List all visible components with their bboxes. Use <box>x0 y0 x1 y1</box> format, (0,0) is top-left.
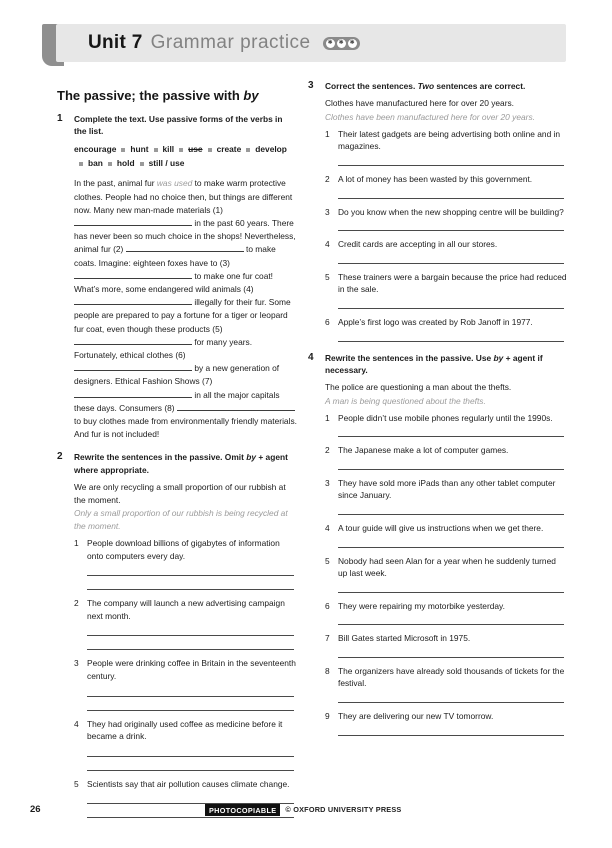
answer-line <box>87 568 294 576</box>
page-number: 26 <box>30 804 41 815</box>
exercise-item <box>74 597 297 650</box>
instruction-italic: Two <box>417 81 435 91</box>
page-footer <box>30 804 566 816</box>
instruction-text: sentences are correct. <box>434 81 526 91</box>
exercise-number: 2 <box>57 451 63 463</box>
answer-line <box>338 728 564 736</box>
item-sentence: A tour guide will give us instructions when we get there. <box>338 522 544 533</box>
blank-number: (8) <box>164 402 177 413</box>
left-column <box>57 88 297 828</box>
wordlist-word: use <box>188 144 203 155</box>
answer-line <box>338 617 564 625</box>
instruction-text: + agent where appropriate. <box>74 452 288 475</box>
exercise-item <box>325 271 567 309</box>
blank-number: (6) <box>175 350 186 361</box>
item-number: 6 <box>325 600 330 611</box>
answer-line <box>87 628 294 636</box>
answer-line <box>338 429 564 437</box>
exercise-item <box>325 710 567 736</box>
exercise-item <box>325 316 567 342</box>
answer-line <box>338 650 564 658</box>
item-sentence: Scientists say that air pollution causes climate change. <box>87 778 290 789</box>
right-column <box>308 80 567 828</box>
difficulty-stars-badge <box>323 37 360 50</box>
answer-line <box>338 695 564 703</box>
separator-square-icon <box>121 148 125 152</box>
item-sentence: The Japanese make a lot of computer games. <box>338 445 509 456</box>
exercise-4 <box>308 352 567 736</box>
blank-number: (4) <box>243 284 254 295</box>
section-title-text: The passive; the passive with <box>57 88 244 103</box>
photocopiable-badge: PHOTOCOPIABLE <box>205 804 280 816</box>
blank-number: (5) <box>212 323 223 334</box>
exercise-item <box>325 632 567 658</box>
separator-square-icon <box>79 162 83 166</box>
fill-in-blank <box>74 337 192 345</box>
wordlist-word: hold <box>116 158 135 169</box>
section-title-italic: by <box>243 88 259 103</box>
example-answer: Only a small proportion of our rubbish is being recycled at the moment. <box>74 508 288 532</box>
exercise-item <box>325 412 567 438</box>
item-sentence: The company will launch a new advertising campaign next month. <box>87 598 285 621</box>
example-sentence: We are only recycling a small proportion of our rubbish at the moment. <box>74 481 286 505</box>
separator-square-icon <box>140 162 144 166</box>
item-sentence: They have sold more iPads than any other tablet computer since January. <box>338 477 556 501</box>
exercise-number: 1 <box>57 113 63 124</box>
item-sentence: Apple’s first logo was created by Rob Janoff in 1977. <box>338 316 533 327</box>
exercise-item <box>74 657 297 710</box>
answer-line <box>338 158 564 166</box>
answer-line <box>87 642 294 650</box>
item-number: 2 <box>325 173 330 184</box>
instruction-text: Correct the sentences. <box>325 81 418 91</box>
blank-number: (7) <box>202 376 213 387</box>
fill-in-blank <box>74 363 192 371</box>
item-number: 4 <box>74 718 79 729</box>
star-icon: ✱ <box>338 39 344 46</box>
wordlist-word: encourage <box>74 144 117 155</box>
item-number: 2 <box>325 445 330 456</box>
exercise-item <box>325 522 567 548</box>
fill-in-blank <box>126 244 244 252</box>
example-sentence: The police are questioning a man about the thefts. <box>325 381 512 392</box>
item-sentence: They had originally used coffee as medicine before it became a drink. <box>87 718 283 742</box>
wordlist-word: develop <box>255 144 287 155</box>
instruction-text: Rewrite the sentences in the passive. Omit <box>74 452 247 463</box>
item-number: 8 <box>325 665 330 676</box>
item-number: 9 <box>325 711 330 722</box>
separator-square-icon <box>208 148 212 152</box>
item-number: 3 <box>325 206 330 217</box>
item-number: 1 <box>325 128 330 139</box>
header-banner <box>56 24 566 62</box>
item-sentence: A lot of money has been wasted by this government. <box>338 173 533 184</box>
item-number: 5 <box>74 778 79 789</box>
item-number: 4 <box>325 522 330 533</box>
item-number: 7 <box>325 633 330 644</box>
item-sentence: Bill Gates started Microsoft in 1975. <box>338 633 471 644</box>
exercise-item <box>325 206 567 232</box>
item-sentence: The organizers have already sold thousands of tickets for the festival. <box>338 665 565 689</box>
unit-header <box>42 22 566 66</box>
exercise-item <box>325 555 567 593</box>
answer-line <box>338 223 564 231</box>
answer-line <box>338 256 564 264</box>
star-icon: ✱ <box>349 39 355 46</box>
wordlist-word: create <box>216 144 242 155</box>
separator-square-icon <box>246 148 250 152</box>
answer-line <box>87 582 294 590</box>
item-number: 5 <box>325 271 330 282</box>
answer-line <box>338 462 564 470</box>
blank-number: (3) <box>219 257 230 268</box>
item-number: 2 <box>74 598 79 609</box>
wordlist-word: still / use <box>148 158 185 169</box>
item-sentence: Their latest gadgets are being advertising both online and in magazines. <box>338 128 561 152</box>
separator-square-icon <box>179 148 183 152</box>
exercise-item <box>325 477 567 515</box>
content-area <box>57 80 567 828</box>
section-title <box>57 88 297 103</box>
exercise-item <box>325 238 567 264</box>
item-sentence: These trainers were a bargain because the price had reduced in the sale. <box>338 271 567 295</box>
exercise-number: 3 <box>308 80 314 91</box>
exercise-item <box>325 128 567 166</box>
item-number: 6 <box>325 316 330 327</box>
answer-line <box>338 191 564 199</box>
exercise-instructions: Complete the text. Use passive forms of the verbs in the list. <box>74 114 283 137</box>
exercise-items <box>325 412 567 736</box>
fill-in-blank <box>74 390 192 398</box>
answer-line <box>87 703 294 711</box>
unit-label: Unit 7 <box>88 32 143 53</box>
exercise-number: 4 <box>308 351 314 363</box>
item-sentence: Nobody had seen Alan for a year when he suddenly turned up last week. <box>338 555 556 579</box>
example-answer: Clothes have been manufactured here for over 20 years. <box>325 112 535 122</box>
wordlist-word: kill <box>162 144 175 155</box>
instruction-italic: by <box>246 452 256 463</box>
item-sentence: Credit cards are accepting in all our stores. <box>338 239 498 250</box>
answer-line <box>338 301 564 309</box>
exercise-instructions <box>325 80 525 92</box>
fill-in-blank <box>74 218 192 226</box>
exercise-items <box>74 537 297 818</box>
exercise-item <box>325 173 567 199</box>
exercise-item <box>325 665 567 703</box>
instruction-text: Rewrite the sentences in the passive. Use <box>325 352 494 363</box>
instruction-italic: by <box>493 352 504 363</box>
item-number: 5 <box>325 555 330 566</box>
fill-in-blank <box>177 403 295 411</box>
blank-number: (2) <box>113 244 126 255</box>
gap-fill-passage: In the past, animal fur was used to make warm protective clothes. People had no choice then, but things are different now. Many new man-made materials (1) in the past 60 years. There has never been so much choice in the shops! Nevertheless, animal fur (2) to make coats. Imagine: eighteen foxes have to (3) to make one fur coat! What’s more, some endangered wild animals (4) illegally for their fur. Some people are prepared to pay a fortune for a tiger or leopard fur coat, even though these products (5) for many years. Fortunately, ethical clothes (6) by a new generation of designers. Ethical Fashion Shows (7) in all the major capitals these days. Consumers (8) to buy clothes made from environmentally friendly materials. And fur is not included! <box>74 178 297 440</box>
instruction-text: + agent if necessary. <box>325 352 543 375</box>
star-icon: ✱ <box>327 39 333 46</box>
page-title: Grammar practice <box>150 32 311 53</box>
exercise-item <box>325 444 567 470</box>
separator-square-icon <box>154 148 158 152</box>
answer-line <box>338 585 564 593</box>
item-number: 3 <box>74 658 79 669</box>
answer-line <box>87 749 294 757</box>
item-sentence: They were repairing my motorbike yesterday. <box>338 600 505 611</box>
example-answer-inline: was used <box>156 178 193 189</box>
exercise-3 <box>308 80 567 342</box>
answer-line <box>338 540 564 548</box>
fill-in-blank <box>74 297 192 305</box>
item-sentence: Do you know when the new shopping centre will be building? <box>338 206 564 217</box>
item-sentence: People didn’t use mobile phones regularly until the 1990s. <box>338 412 553 423</box>
item-sentence: They are delivering our new TV tomorrow. <box>338 711 494 722</box>
exercise-instructions <box>74 451 297 475</box>
answer-line <box>87 763 294 771</box>
exercise-2 <box>57 451 297 818</box>
item-sentence: People were drinking coffee in Britain in the seventeenth century. <box>87 658 296 682</box>
item-number: 3 <box>325 477 330 488</box>
exercise-1 <box>57 113 297 441</box>
blank-number: (1) <box>212 204 223 215</box>
separator-square-icon <box>108 162 112 166</box>
exercise-instructions <box>325 352 567 376</box>
answer-line <box>338 507 564 515</box>
example-sentence: Clothes have manufactured here for over 20 years. <box>325 98 515 109</box>
answer-line <box>87 689 294 697</box>
exercise-item <box>325 600 567 626</box>
item-number: 4 <box>325 239 330 250</box>
exercise-items <box>325 128 567 342</box>
answer-line <box>338 334 564 342</box>
word-list <box>74 142 297 170</box>
fill-in-blank <box>74 271 192 279</box>
wordlist-word: hunt <box>130 144 149 155</box>
item-sentence: People download billions of gigabytes of information onto computers every day. <box>87 538 280 561</box>
exercise-item <box>74 718 297 771</box>
example-answer: A man is being questioned about the thefts. <box>325 395 486 406</box>
item-number: 1 <box>74 538 79 549</box>
wordlist-word: ban <box>88 158 103 169</box>
item-number: 1 <box>325 412 330 423</box>
exercise-item <box>74 537 297 590</box>
copyright-text: © OXFORD UNIVERSITY PRESS <box>285 805 402 815</box>
